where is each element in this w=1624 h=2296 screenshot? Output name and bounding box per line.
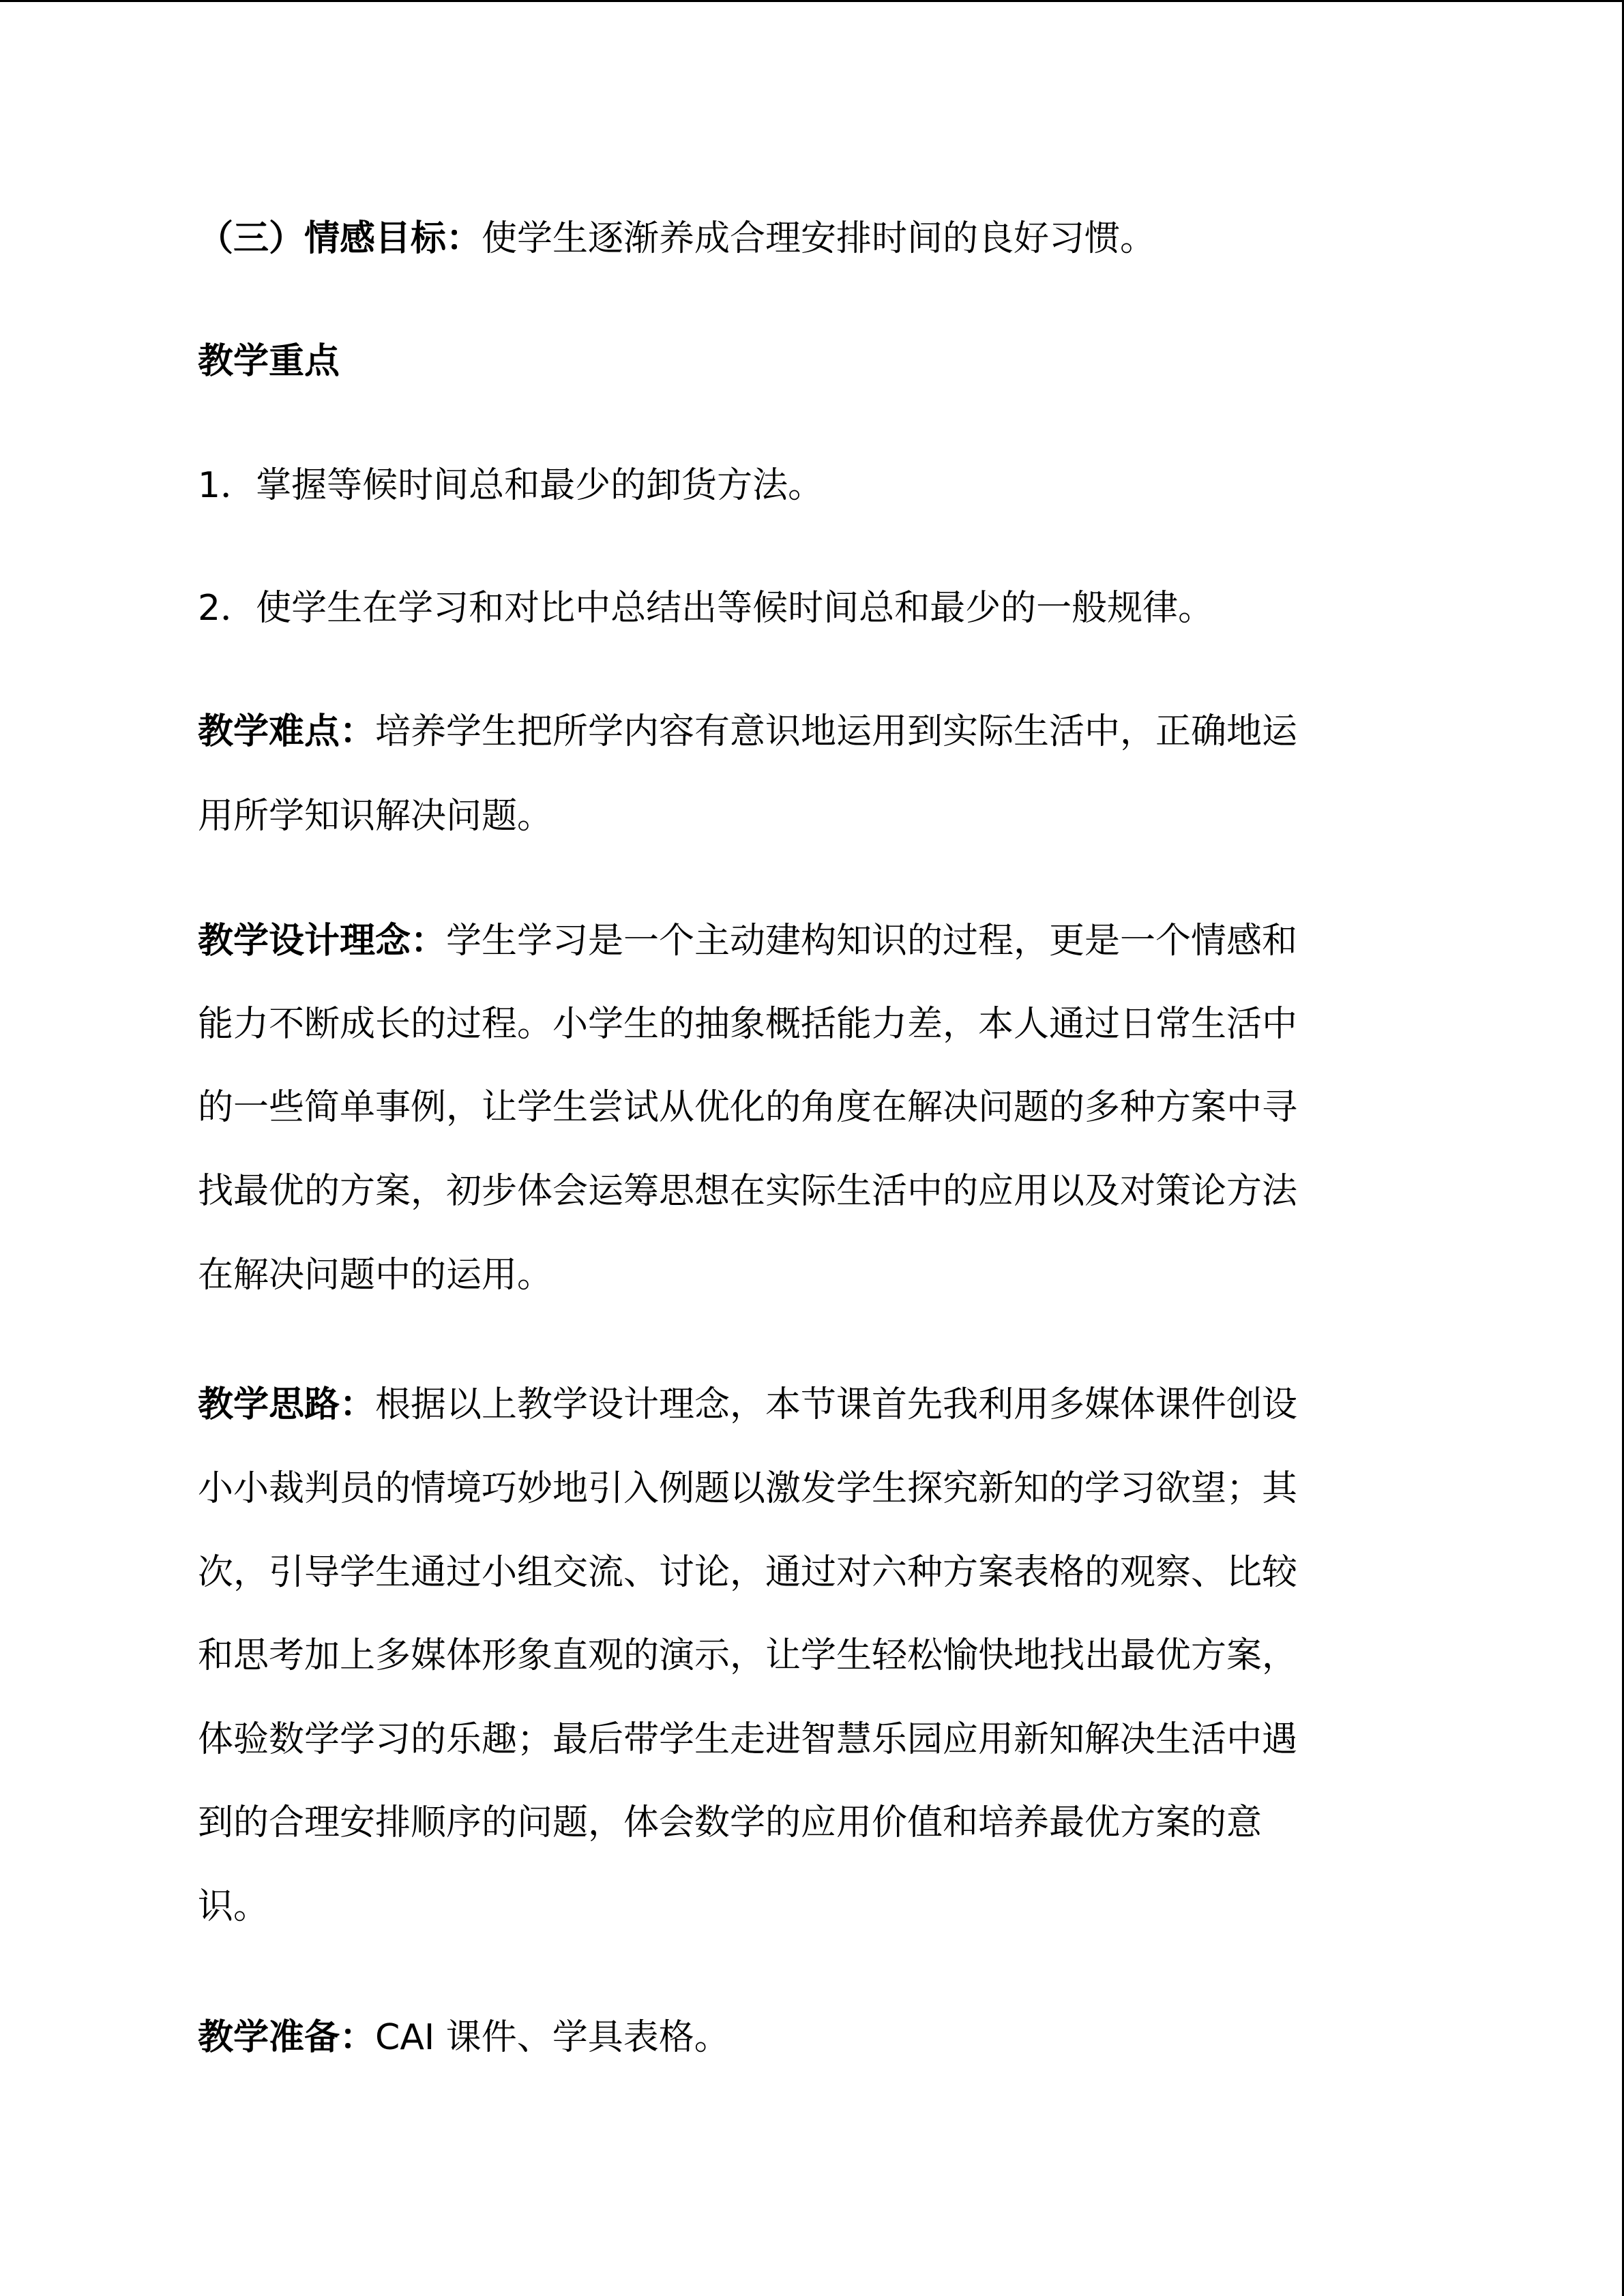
key-point-text: 使学生在学习和对比中总结出等候时间总和最少的一般规律。 xyxy=(256,588,1214,629)
teaching-approach-paragraph xyxy=(198,1384,1297,1425)
design-concept-paragraph xyxy=(198,921,1297,961)
affective-goal-label: （三）情感目标： xyxy=(198,218,482,259)
teaching-approach-text-line: 根据以上教学设计理念，本节课首先我利用多媒体课件创设 xyxy=(375,1384,1298,1425)
key-points-heading: 教学重点 xyxy=(198,341,340,382)
key-point-item xyxy=(198,588,1213,629)
difficulty-paragraph xyxy=(198,711,1297,752)
teaching-approach-text-line: 到的合理安排顺序的问题，体会数学的应用价值和培养最优方案的意 xyxy=(198,1802,1263,1843)
teaching-approach-text-line: 小小裁判员的情境巧妙地引入例题以激发学生探究新知的学习欲望；其 xyxy=(198,1468,1298,1509)
teaching-approach-text-line: 识。 xyxy=(198,1886,269,1927)
teaching-approach-text-line: 体验数学学习的乐趣；最后带学生走进智慧乐园应用新知解决生活中遇 xyxy=(198,1719,1298,1760)
top-border xyxy=(0,0,1624,2)
teaching-approach-label: 教学思路： xyxy=(198,1384,376,1425)
preparation-paragraph xyxy=(198,2017,730,2058)
teaching-approach-text-line: 和思考加上多媒体形象直观的演示，让学生轻松愉快地找出最优方案， xyxy=(198,1635,1298,1676)
difficulty-text-line: 用所学知识解决问题。 xyxy=(198,796,553,837)
key-point-text: 掌握等候时间总和最少的卸货方法。 xyxy=(256,465,824,506)
affective-goal-text: 使学生逐渐养成合理安排时间的良好习惯。 xyxy=(482,218,1156,259)
design-concept-text-line: 学生学习是一个主动建构知识的过程，更是一个情感和 xyxy=(446,921,1298,961)
teaching-approach-text-line: 次，引导学生通过小组交流、讨论，通过对六种方案表格的观察、比较 xyxy=(198,1552,1298,1593)
key-point-number: 1． xyxy=(198,465,256,506)
design-concept-label: 教学设计理念： xyxy=(198,921,447,961)
design-concept-text-line: 找最优的方案，初步体会运筹思想在实际生活中的应用以及对策论方法 xyxy=(198,1171,1298,1212)
difficulty-label: 教学难点： xyxy=(198,711,376,752)
design-concept-text-line: 能力不断成长的过程。小学生的抽象概括能力差，本人通过日常生活中 xyxy=(198,1004,1298,1045)
key-point-number: 2． xyxy=(198,588,256,629)
difficulty-text-line: 培养学生把所学内容有意识地运用到实际生活中，正确地运 xyxy=(375,711,1298,752)
affective-goal-paragraph xyxy=(198,218,1155,259)
design-concept-text-line: 在解决问题中的运用。 xyxy=(198,1255,553,1296)
key-point-item xyxy=(198,465,823,506)
preparation-text: CAI 课件、学具表格。 xyxy=(375,2017,730,2058)
design-concept-text-line: 的一些简单事例，让学生尝试从优化的角度在解决问题的多种方案中寻 xyxy=(198,1087,1298,1128)
preparation-label: 教学准备： xyxy=(198,2017,376,2058)
